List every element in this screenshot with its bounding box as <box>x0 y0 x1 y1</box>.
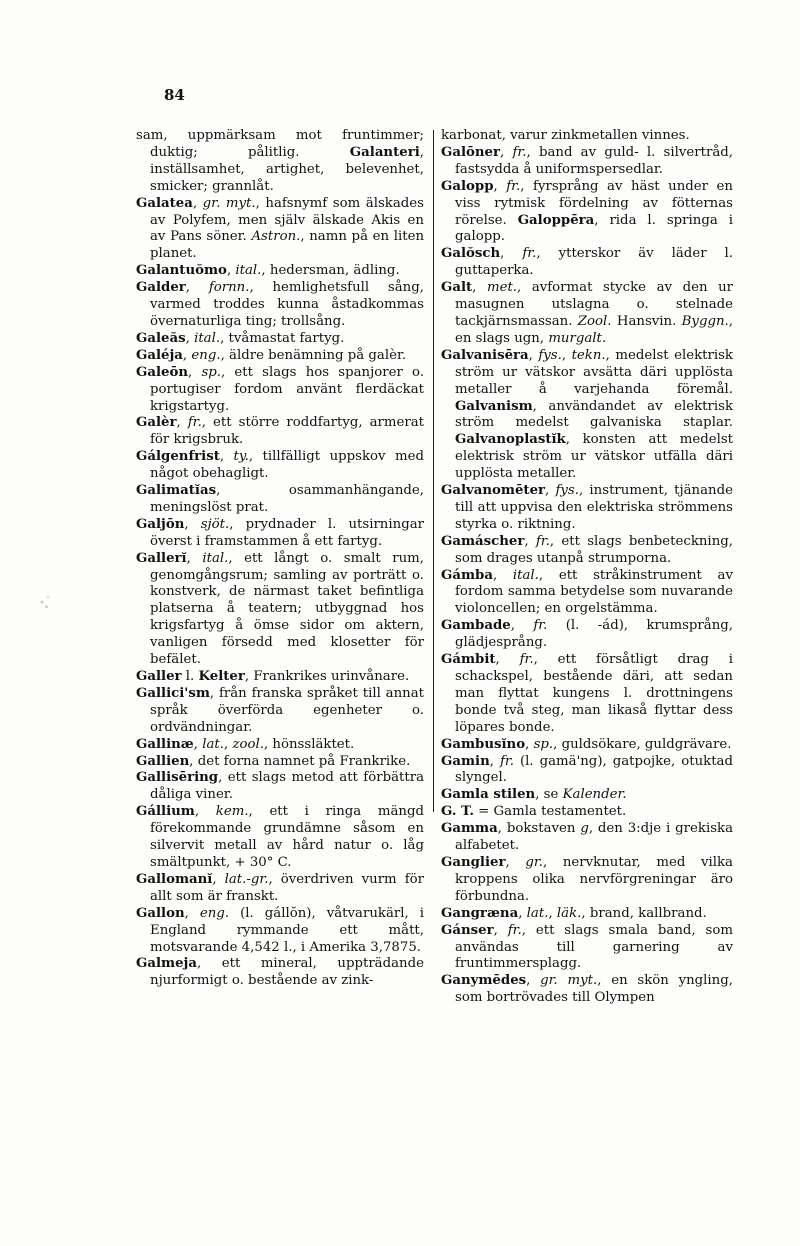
entry-text: (l. gamä'ng), gatpojke, otuktad slyngel. <box>455 753 733 786</box>
entry-text: , medelst elektrisk ström ur vätskor avsätta däri upplösta metaller å varjehanda föremål. <box>455 347 733 397</box>
abbreviation: lat. <box>202 736 224 752</box>
entry-text: , band av guld- l. silvertråd, fastsydda å uniformspersedlar. <box>455 144 733 177</box>
abbreviation: ital. <box>512 567 539 583</box>
entry-text: , <box>510 618 534 634</box>
dictionary-entry <box>441 737 733 754</box>
entry-text: karbonat, varur zinkmetallen vinnes. <box>441 128 690 143</box>
entry-text: , hafsnymf som älskades av Polyfem, men själv älskade Akis en av Pans söner. <box>150 195 424 245</box>
headword: Gamáscher <box>441 533 525 549</box>
headword: Gambusĭno <box>441 736 526 752</box>
entry-text: , tillfälligt uppskov med något obehagligt. <box>150 449 424 482</box>
abbreviation: fr. <box>533 618 548 634</box>
headword: Kelter <box>198 669 245 684</box>
dictionary-entry <box>441 923 733 974</box>
dictionary-entry <box>136 449 424 483</box>
headword: Galèr <box>136 415 177 431</box>
abbreviation: sjöt. <box>200 516 230 532</box>
entry-text: , ett större roddfartyg, armerat för krigsbruk. <box>150 415 424 448</box>
dictionary-entry <box>441 483 733 534</box>
dictionary-entry <box>441 973 733 1007</box>
abbreviation: sp. <box>533 736 554 752</box>
headword: Galjōn <box>136 516 185 532</box>
abbreviation: Kalender. <box>562 787 627 803</box>
entry-text: , <box>192 195 203 211</box>
entry-text: , ytterskor äv läder l. guttaperka. <box>455 246 733 279</box>
abbreviation: lat. <box>526 905 549 921</box>
abbreviation: Byggn. <box>681 313 729 329</box>
headword: Galvanomēter <box>441 483 546 499</box>
dictionary-entry <box>136 331 424 348</box>
column-divider <box>433 130 434 812</box>
entry-text: , <box>176 415 188 431</box>
entry-text: , <box>185 330 195 346</box>
abbreviation: g <box>580 821 589 837</box>
entry-text: , <box>561 347 572 363</box>
headword: Gallomanĭ <box>136 871 213 887</box>
headword: Ganymēdes <box>441 973 527 989</box>
scan-speck <box>30 590 60 614</box>
headword: Galvanism <box>455 398 533 414</box>
entry-text: , <box>226 263 236 279</box>
entry-text: , <box>524 533 536 549</box>
abbreviation: gr. myt. <box>540 973 598 989</box>
entry-text: , se <box>535 787 563 803</box>
entry-text: , <box>545 483 556 499</box>
headword: Galŏsch <box>441 246 501 262</box>
headword: Ganglier <box>441 854 506 870</box>
headword: Gallici'sm <box>136 685 210 701</box>
entry-text: , <box>184 516 201 532</box>
headword: Gamla stilen <box>441 787 536 803</box>
left-column <box>136 128 424 990</box>
headword: Gambade <box>441 618 511 634</box>
entry-text: , <box>492 567 513 583</box>
headword: Galler <box>136 669 182 684</box>
right-column <box>441 128 733 1007</box>
entry-text: , fyrsprång av häst under en viss rytmisk fördelning av fötternas rörelse. <box>455 178 733 228</box>
entry-text: , prydnader l. utsirningar överst i framstammen å ett fartyg. <box>150 516 424 549</box>
abbreviation: fr. <box>519 652 534 668</box>
entry-text: , <box>472 280 487 296</box>
entry-text: , <box>186 550 203 566</box>
headword: Galōner <box>441 144 501 160</box>
abbreviation: ital. <box>202 550 229 566</box>
entry-text: , <box>194 804 216 820</box>
headword: Galmeja <box>136 956 197 972</box>
entry-text: , ett i ringa mängd förekommande grundämne såsom en silvervit metall av hård natur o. låg smältpunkt, + 30° C. <box>150 804 424 870</box>
abbreviation: ital. <box>235 263 262 279</box>
entry-text: , avformat stycke av den ur masugnen utslagna o. stelnade tackjärnsmassan. <box>455 280 733 329</box>
abbreviation: Astron. <box>251 229 301 245</box>
abbreviation: läk. <box>556 905 582 921</box>
dictionary-entry <box>136 686 424 737</box>
dictionary-entry <box>136 669 424 686</box>
headword: Galantuŏmo <box>136 263 227 279</box>
headword: Galanteri <box>349 144 420 160</box>
entry-text: , hedersman, ädling. <box>261 263 400 279</box>
entry-text: , <box>493 178 507 194</box>
entry-text: , äldre benämning på galèr. <box>220 347 407 363</box>
dictionary-entry <box>441 280 733 348</box>
entry-text: , ett långt o. smalt rum, genomgångsrum; samling av porträtt o. konstverk, de närmast taket befintliga platserna å teatern; utbyggnad hos krigsfartyg å ömse sidor om aktern, vanligen försedd med klosetter för befälet. <box>150 550 424 668</box>
headword: Gallon <box>136 905 185 921</box>
dictionary-entry <box>136 754 424 771</box>
headword: Galéja <box>136 347 183 363</box>
headword: Gámbit <box>441 652 496 668</box>
dictionary-entry <box>136 872 424 906</box>
entry-text: , <box>500 144 513 160</box>
headword: Gallerĭ <box>136 550 187 566</box>
abbreviation: gr. myt. <box>202 195 256 211</box>
abbreviation: fr. <box>499 753 515 769</box>
headword: G. T. <box>441 804 474 820</box>
dictionary-entry <box>441 534 733 568</box>
abbreviation: fr. <box>507 922 522 938</box>
dictionary-entry <box>136 280 424 331</box>
abbreviation: fornn. <box>208 280 250 296</box>
dictionary-entry <box>441 906 733 923</box>
abbreviation: fys. <box>555 483 579 499</box>
dictionary-entry <box>441 348 733 483</box>
dictionary-entry <box>441 618 733 652</box>
headword: Galatea <box>136 195 193 211</box>
entry-text: Hansvin. <box>611 313 682 329</box>
dictionary-entry <box>136 348 424 365</box>
abbreviation: eng. <box>191 347 221 363</box>
dictionary-entry <box>136 770 424 804</box>
entry-text: l. <box>181 669 199 684</box>
headword: Gallisēring <box>136 770 219 786</box>
entry-text: , från franska språket till annat språk överförda egenheter o. ordvändningar. <box>150 685 424 735</box>
dictionary-entry <box>441 179 733 247</box>
headword: Gálgenfrist <box>136 449 220 465</box>
entry-text: , <box>500 246 523 262</box>
dictionary-entry <box>136 906 424 957</box>
abbreviation: ty. <box>233 449 249 465</box>
abbreviation: Zool. <box>577 313 612 329</box>
entry-text: , guldsökare, guldgrävare. <box>553 736 732 752</box>
entry-text: , namn på en liten planet. <box>150 229 425 262</box>
page-number: 84 <box>164 86 185 104</box>
entry-text: , <box>185 280 209 296</box>
entry-text: , instrument, tjänande till att uppvisa den elektriska strömmens styrka o. riktning. <box>455 483 733 532</box>
headword: Galimatĭas <box>136 483 217 499</box>
entry-text: sam, uppmärksam mot fruntimmer; duktig; pålitlig. <box>136 128 424 160</box>
dictionary-entry <box>136 804 424 872</box>
headword: Galeăs <box>136 330 186 346</box>
entry-text: , överdriven vurm för allt som är franskt. <box>150 871 424 904</box>
entry-text: , ett försåtligt drag i schackspel, bestående däri, att sedan man flyttat kungens l. drottningens bonde två steg, man likaså flyttar dess löpares bonde. <box>455 652 733 735</box>
entry-text: , hemlighetsfull sång, varmed troddes kunna åstadkommas övernaturliga ting; trollsång. <box>150 280 424 329</box>
entry-text: , ett mineral, uppträdande njurformigt o. bestående av zink- <box>150 956 424 989</box>
entry-text: , bokstaven <box>497 821 581 837</box>
entry-text: , en skön yngling, som bortrövades till Olympen <box>455 973 733 1006</box>
dictionary-entry <box>136 483 424 517</box>
dictionary-entry <box>441 568 733 619</box>
abbreviation: lat.-gr. <box>224 871 269 887</box>
entry-text: , den 3:dje i grekiska alfabetet. <box>455 821 733 854</box>
headword: Gamma <box>441 821 498 837</box>
entry-text: , ett slags metod att förbättra dåliga viner. <box>150 770 424 803</box>
dictionary-entry <box>441 145 733 179</box>
dictionary-entry <box>136 517 424 551</box>
entry-text: , <box>193 736 203 752</box>
headword: Galvanisēra <box>441 347 529 363</box>
entry-text: , <box>493 922 508 938</box>
dictionary-entry <box>136 196 424 264</box>
dictionary-entry <box>136 415 424 449</box>
headword: Gamin <box>441 753 490 769</box>
abbreviation: fr. <box>187 415 202 431</box>
entry-text: , nervknutar, med vilka kroppens olika nervförgreningar äro förbundna. <box>455 854 733 904</box>
entry-text: , användandet av elektrisk ström medelst galvaniska staplar. <box>455 398 733 431</box>
entry-text: , <box>528 347 539 363</box>
headword: Galoppēra <box>517 212 595 228</box>
entry-text: (l. -ád), krumsprång, glädjesprång. <box>455 618 733 651</box>
abbreviation: fys. <box>538 347 562 363</box>
entry-text: , hönssläktet. <box>263 736 355 752</box>
dictionary-entry <box>136 128 424 196</box>
entry-text: , <box>224 736 233 752</box>
dictionary-entry <box>136 551 424 669</box>
dictionary-entry <box>441 855 733 906</box>
dictionary-entry <box>441 821 733 855</box>
entry-text: , konsten att medelst elektrisk ström ur vätskor utfälla däri upplösta metaller. <box>455 432 733 482</box>
entry-text: , ett slags hos spanjorer o. portugiser fordom använt flerdäckat krigstartyg. <box>150 364 424 414</box>
headword: Gánser <box>441 922 494 938</box>
entry-text: , <box>219 449 234 465</box>
abbreviation: fr. <box>506 178 521 194</box>
headword: Gállium <box>136 804 195 820</box>
entry-text: , <box>495 652 520 668</box>
entry-text: , <box>526 973 541 989</box>
abbreviation: gr. <box>525 854 544 870</box>
entry-text: , brand, kallbrand. <box>581 905 707 921</box>
entry-text: , <box>188 364 202 380</box>
abbreviation: fr. <box>535 533 550 549</box>
abbreviation: met. <box>486 280 518 296</box>
dictionary-entry <box>441 804 733 821</box>
entry-text: , en slags ugn, <box>455 313 733 346</box>
headword: Gallinæ <box>136 736 194 752</box>
headword: Galeōn <box>136 364 189 380</box>
entry-text: , <box>505 854 526 870</box>
headword: Gámba <box>441 567 493 583</box>
entry-text: (l. gállŏn), våtvarukärl, i England rymmande ett mått, motsvarande 4,542 l., i Amerika 3,7875. <box>150 905 424 955</box>
abbreviation: murgalt. <box>548 330 607 346</box>
headword: Galder <box>136 280 186 296</box>
abbreviation: kem. <box>215 804 249 820</box>
dictionary-entry <box>136 263 424 280</box>
dictionary-entry <box>441 754 733 788</box>
entry-text: = Gamla testamentet. <box>473 804 627 820</box>
entry-text: , osammanhängande, meningslöst prat. <box>150 483 424 515</box>
entry-text: , ett slags benbeteckning, som drages utanpå strumporna. <box>455 533 733 566</box>
dictionary-entry <box>136 737 424 754</box>
dictionary-entry <box>441 652 733 737</box>
headword: Gallien <box>136 753 190 769</box>
headword: Galvanoplastĭk <box>455 432 566 448</box>
entry-text: , <box>212 871 225 887</box>
entry-text: , ett slags smala band, som användas till garnering av fruntimmersplagg. <box>455 922 733 972</box>
abbreviation: fr. <box>522 246 537 262</box>
abbreviation: eng. <box>199 905 230 921</box>
entry-text: , det forna namnet på Frankrike. <box>189 753 411 769</box>
dictionary-entry <box>441 128 733 145</box>
abbreviation: zool. <box>232 736 264 752</box>
abbreviation: tekn. <box>571 347 606 363</box>
headword: Galopp <box>441 178 494 194</box>
abbreviation: sp. <box>201 364 222 380</box>
entry-text: , <box>489 753 500 769</box>
entry-text: , Frankrikes urinvånare. <box>244 669 410 684</box>
headword: Gangræna <box>441 905 519 921</box>
headword: Galt <box>441 280 473 296</box>
entry-text: , rida l. springa i galopp. <box>455 212 733 245</box>
dictionary-entry <box>441 246 733 280</box>
entry-text: , ett stråkinstrument av fordom samma betydelse som nuvarande violoncellen; en orgelstämma. <box>455 567 733 617</box>
entry-text: , <box>184 905 200 921</box>
entry-text: , <box>548 905 557 921</box>
entry-text: , <box>518 905 527 921</box>
entry-text: , <box>182 347 192 363</box>
entry-text: , tvåmastat fartyg. <box>220 330 345 346</box>
abbreviation: fr. <box>512 144 527 160</box>
entry-text: , inställsamhet, artighet, belevenhet, smicker; grannlåt. <box>150 144 424 194</box>
dictionary-entry <box>441 787 733 804</box>
dictionary-entry <box>136 365 424 416</box>
entry-text: , <box>525 736 534 752</box>
abbreviation: ital. <box>194 330 221 346</box>
dictionary-entry <box>136 956 424 990</box>
